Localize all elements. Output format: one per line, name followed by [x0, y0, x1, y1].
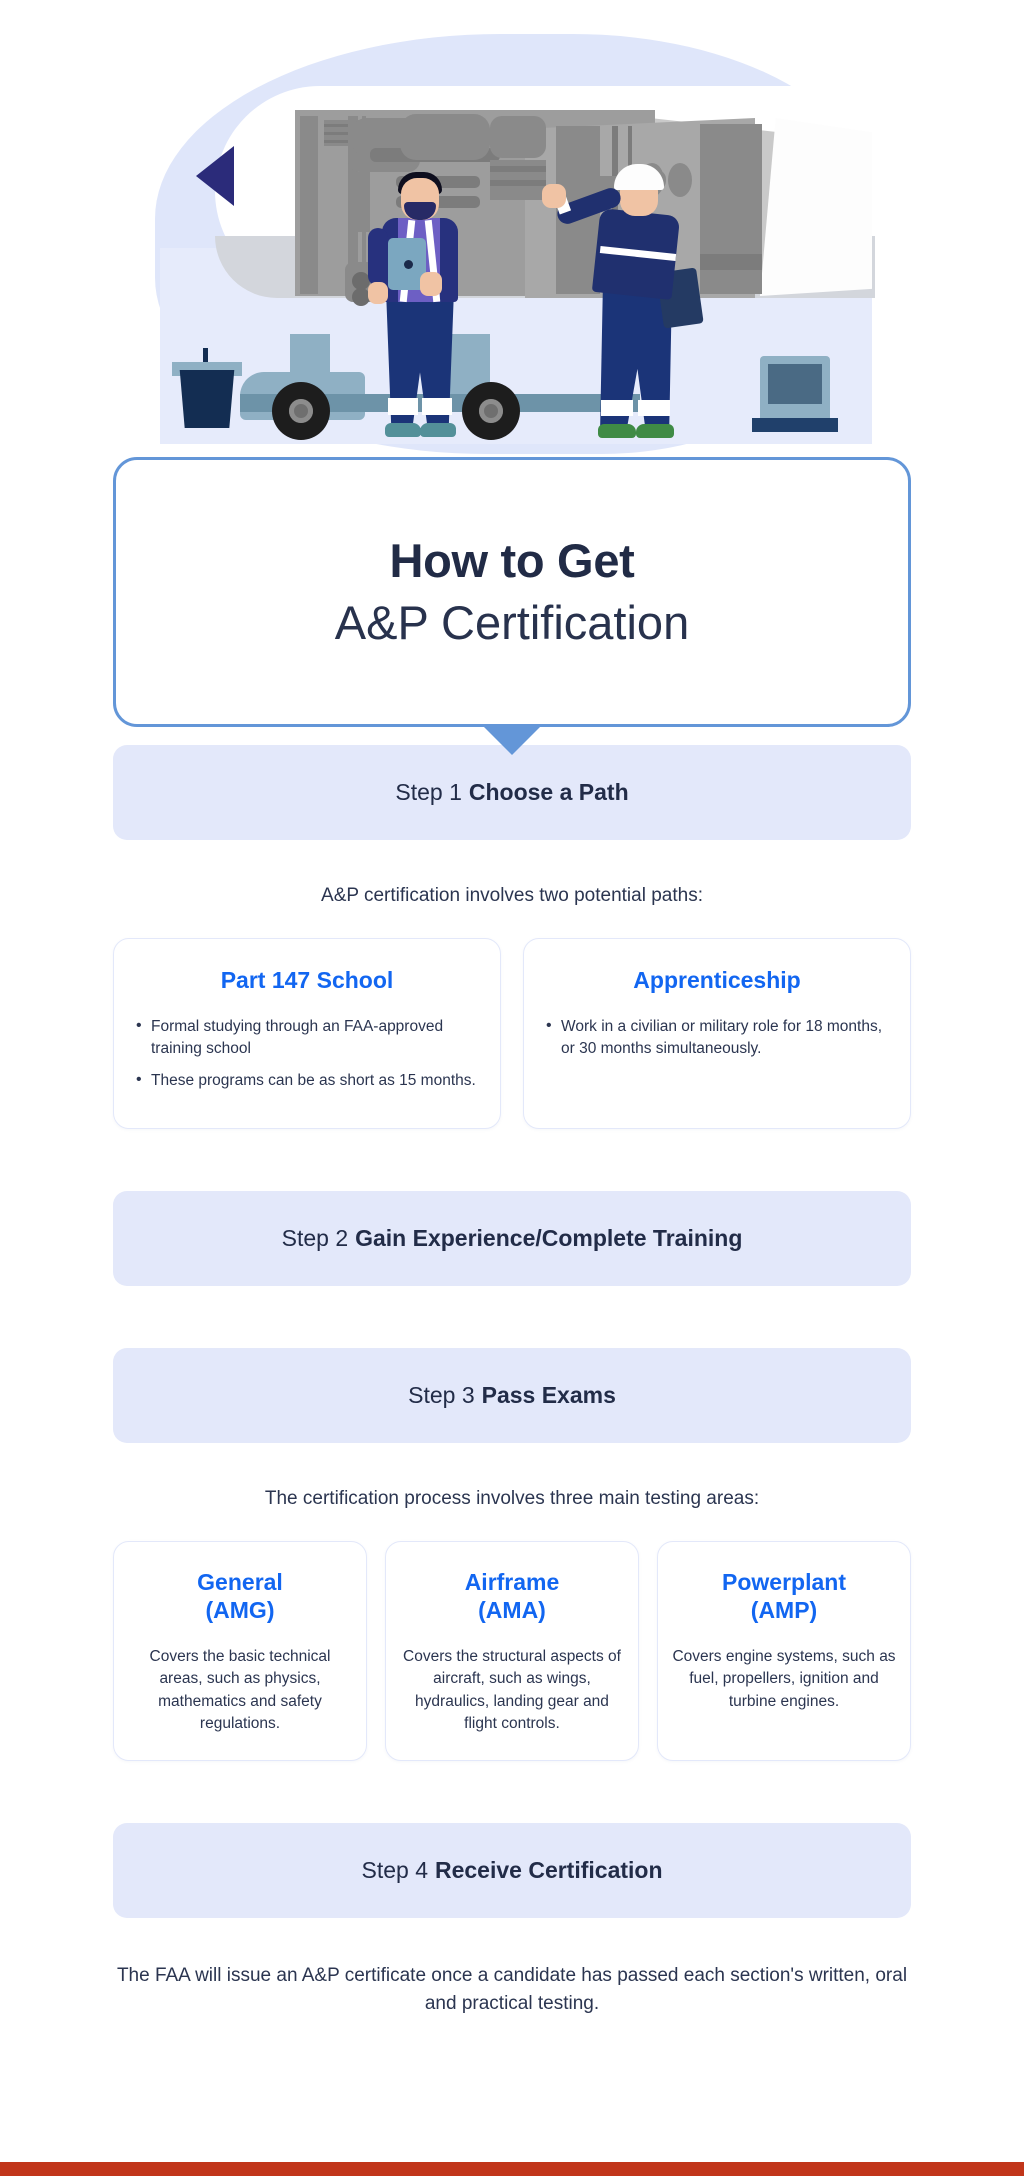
worker-right-hand	[542, 184, 566, 208]
worker-left-cuff	[422, 398, 452, 415]
aircraft-nose-cone-icon	[196, 146, 234, 206]
exam-card-general	[113, 1541, 367, 1761]
path-card-bullets	[134, 1016, 480, 1092]
worker-left-shoe	[385, 423, 421, 437]
engine-panel	[348, 172, 370, 232]
bottom-accent-bar	[0, 2162, 1024, 2176]
step-1-lead-text: A&P certification involves two potential paths:	[321, 885, 703, 906]
worker-right-shoe	[636, 424, 674, 438]
exam-card-code: (AMP)	[750, 1596, 818, 1623]
page-title: How to Get	[389, 534, 635, 588]
exam-card-powerplant	[657, 1541, 911, 1761]
step-4-title: Receive Certification	[434, 1856, 663, 1883]
exam-card-body: Covers the structural aspects of aircraft, such as wings, hydraulics, landing gear and flight controls.	[403, 1647, 621, 1733]
list-item: • Work in a civilian or military role for 18 months, or 30 months simultaneously.	[544, 1016, 890, 1060]
engine-grille-line	[700, 254, 762, 270]
hero-illustration	[0, 0, 1024, 460]
worker-right-cuff	[638, 400, 670, 416]
exam-card-name: Airframe	[464, 1568, 560, 1595]
exam-card-code: (AMA)	[478, 1596, 546, 1623]
exam-card-title	[128, 1568, 352, 1624]
path-card-title: Part 147 School	[220, 966, 394, 993]
worker-left-hand	[420, 272, 442, 296]
step-4-label: Step 4	[361, 1856, 428, 1883]
exam-card-body: Covers engine systems, such as fuel, propellers, ignition and turbine engines.	[672, 1647, 896, 1710]
exam-card-airframe	[385, 1541, 639, 1761]
title-card-pointer-arrow	[483, 726, 541, 755]
step-3-lead-text: The certification process involves three main testing areas:	[264, 1488, 760, 1510]
dolly-wheel	[462, 382, 520, 440]
engine-panel	[300, 116, 318, 294]
step-3-title: Pass Exams	[481, 1382, 616, 1409]
tool-cabinet-panel	[768, 364, 822, 404]
list-item: • Formal studying through an FAA-approved training school	[134, 1016, 480, 1060]
step-banner-3	[113, 1348, 911, 1443]
path-cards-row	[113, 938, 911, 1130]
exam-card-name: Powerplant	[722, 1568, 846, 1595]
step-banner-2	[113, 1191, 911, 1286]
engine-bolt-head	[668, 163, 692, 197]
tool-cabinet-base	[752, 418, 838, 432]
worker-left-cuff	[388, 398, 418, 415]
step-1-label: Step 1	[395, 779, 462, 805]
engine-module	[490, 116, 546, 158]
footer-note: The FAA will issue an A&P certificate once a candidate has passed each section's written, oral and practical testing.	[116, 1964, 908, 2015]
worker-left-shoe	[420, 423, 456, 437]
path-card-bullets	[544, 1016, 890, 1060]
worker-right-shoe	[598, 424, 636, 438]
worker-left-hand	[368, 282, 388, 304]
step-2-title: Gain Experience/Complete Training	[355, 1225, 743, 1252]
engine-grille-line	[490, 166, 546, 172]
engine-module	[400, 114, 490, 160]
path-card-title: Apprenticeship	[633, 966, 801, 993]
path-card-part-147	[113, 938, 501, 1130]
page-subtitle: A&P Certification	[334, 595, 690, 649]
step-2-label: Step 2	[281, 1225, 349, 1252]
dolly-wheel	[272, 382, 330, 440]
exam-cards-row	[113, 1541, 911, 1761]
exam-card-title	[400, 1568, 624, 1624]
list-item: • These programs can be as short as 15 months.	[134, 1070, 480, 1092]
step-1-title: Choose a Path	[468, 779, 629, 805]
steps-content	[0, 745, 1024, 2019]
engine-grille-line	[490, 180, 546, 186]
worker-right-cuff	[601, 400, 633, 416]
title-card	[113, 457, 911, 727]
step-banner-1	[113, 745, 911, 840]
exam-card-name: General	[197, 1568, 283, 1595]
path-card-apprenticeship	[523, 938, 911, 1130]
toolbox-icon	[176, 370, 238, 428]
step-banner-4	[113, 1823, 911, 1918]
exam-card-title	[672, 1568, 896, 1624]
aircraft-tail-section	[760, 118, 872, 296]
step-3-label: Step 3	[408, 1382, 475, 1409]
exam-card-body: Covers the basic technical areas, such as physics, mathematics and safety regulations.	[149, 1647, 331, 1733]
worker-left-arm	[368, 228, 388, 286]
exam-card-code: (AMG)	[205, 1596, 275, 1623]
